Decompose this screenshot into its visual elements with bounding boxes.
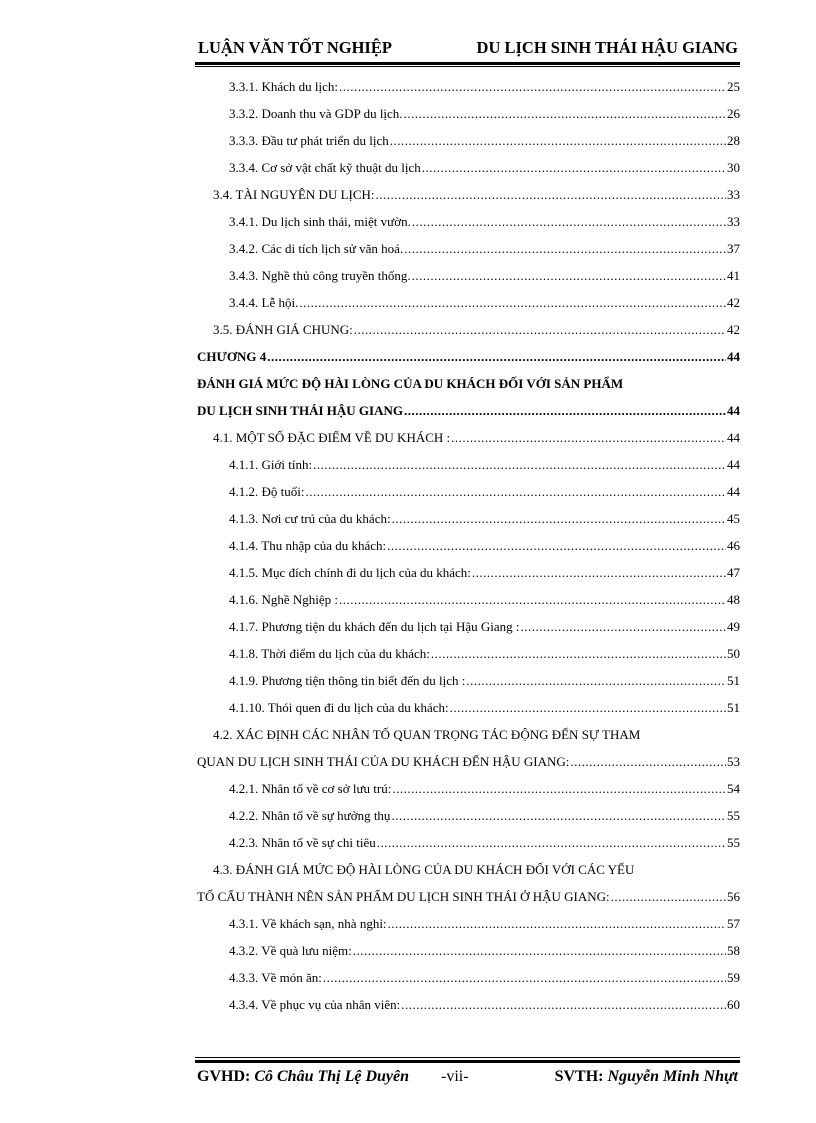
footer-supervisor-name: Cô Châu Thị Lệ Duyên bbox=[254, 1068, 410, 1085]
toc-entry-page: 37 bbox=[727, 241, 740, 256]
toc-leader bbox=[392, 778, 726, 800]
toc-entry-title: TỐ CẤU THÀNH NÊN SẢN PHẨM DU LỊCH SINH THÁI Ở HẬU GIANG: bbox=[197, 889, 610, 904]
toc-entry[interactable] bbox=[213, 184, 740, 206]
toc-entry-title: 4.1.6. Nghề Nghiệp : bbox=[229, 592, 339, 607]
toc-chapter-entry[interactable] bbox=[197, 346, 740, 368]
toc-leader bbox=[451, 427, 726, 449]
toc-entry-page: 28 bbox=[727, 133, 740, 148]
toc-entry-title: 3.3.3. Đầu tư phát triển du lịch bbox=[229, 133, 389, 148]
toc-entry[interactable] bbox=[213, 859, 740, 881]
toc-leader bbox=[388, 913, 726, 935]
toc-entry-page: 49 bbox=[727, 619, 740, 634]
footer-student-label: SVTH: bbox=[554, 1068, 604, 1085]
footer-student bbox=[555, 1068, 738, 1086]
toc-entry[interactable] bbox=[229, 778, 740, 800]
toc-entry-title: 4.2.2. Nhân tố về sự hưởng thụ bbox=[229, 808, 391, 823]
toc-entry-page: 51 bbox=[727, 700, 740, 715]
toc-entry-title: 3.3.2. Doanh thu và GDP du lịch. bbox=[229, 106, 403, 121]
toc-entry-title: 4.2.1. Nhân tố về cơ sở lưu trú: bbox=[229, 781, 392, 796]
page-header bbox=[195, 38, 740, 62]
toc-entry-title: 3.5. ĐÁNH GIÁ CHUNG: bbox=[213, 322, 353, 337]
toc-entry[interactable] bbox=[213, 319, 740, 341]
toc-entry-page: 48 bbox=[727, 592, 740, 607]
toc-entry-title: 3.3.4. Cơ sở vật chất kỹ thuật du lịch bbox=[229, 160, 421, 175]
toc-entry[interactable] bbox=[229, 940, 740, 962]
toc-leader bbox=[339, 76, 726, 98]
footer-rule bbox=[195, 1057, 740, 1065]
toc-entry-page: 60 bbox=[727, 997, 740, 1012]
toc-entry-title: ĐÁNH GIÁ MỨC ĐỘ HÀI LÒNG CỦA DU KHÁCH ĐỐI VỚI SẢN PHẨM bbox=[197, 376, 624, 391]
toc-entry[interactable] bbox=[229, 211, 740, 233]
toc-leader bbox=[404, 400, 726, 422]
toc-entry-title: CHƯƠNG 4 bbox=[197, 349, 267, 364]
toc-leader bbox=[450, 697, 726, 719]
toc-entry[interactable] bbox=[229, 643, 740, 665]
footer-supervisor bbox=[197, 1068, 409, 1086]
toc-entry[interactable] bbox=[229, 508, 740, 530]
toc-leader bbox=[466, 670, 726, 692]
toc-entry-page: 41 bbox=[727, 268, 740, 283]
toc-leader bbox=[520, 616, 726, 638]
toc-entry[interactable] bbox=[213, 724, 740, 746]
toc-entry-page: 51 bbox=[727, 673, 740, 688]
toc-entry-title: 4.1.2. Độ tuổi: bbox=[229, 484, 305, 499]
toc-leader bbox=[404, 103, 726, 125]
toc-entry[interactable] bbox=[229, 616, 740, 638]
toc-entry[interactable] bbox=[229, 913, 740, 935]
toc-entry-page: 53 bbox=[727, 754, 740, 769]
toc-leader bbox=[299, 292, 726, 314]
toc-entry-page: 50 bbox=[727, 646, 740, 661]
toc-leader bbox=[267, 346, 726, 368]
toc-entry-title: 4.1.9. Phương tiện thông tin biết đến du lịch : bbox=[229, 673, 466, 688]
toc-leader bbox=[570, 751, 726, 773]
toc-entry-title: 4.1.7. Phương tiện du khách đến du lịch tại Hậu Giang : bbox=[229, 619, 520, 634]
toc-entry-title: 4.3.4. Về phục vụ của nhân viên: bbox=[229, 997, 401, 1012]
toc-entry-page: 59 bbox=[727, 970, 740, 985]
toc-entry-title: 4.3.3. Về món ăn: bbox=[229, 970, 322, 985]
toc-leader bbox=[412, 265, 726, 287]
toc-entry[interactable] bbox=[229, 157, 740, 179]
toc-entry-title: 4.1.10. Thói quen đi du lịch của du khách: bbox=[229, 700, 449, 715]
header-rule-thin bbox=[195, 66, 740, 67]
toc-leader bbox=[354, 319, 726, 341]
toc-leader bbox=[391, 805, 726, 827]
footer-rule-thin bbox=[195, 1057, 740, 1058]
toc-entry-page: 25 bbox=[727, 79, 740, 94]
toc-entry-page: 26 bbox=[727, 106, 740, 121]
toc-entry[interactable] bbox=[229, 832, 740, 854]
toc-leader bbox=[472, 562, 726, 584]
toc-entry-page: 33 bbox=[727, 214, 740, 229]
toc-entry-title: QUAN DU LỊCH SINH THÁI CỦA DU KHÁCH ĐẾN HẬU GIANG: bbox=[197, 754, 570, 769]
toc-entry-title: 4.2. XÁC ĐỊNH CÁC NHÂN TỐ QUAN TRỌNG TÁC ĐỘNG ĐẾN SỰ THAM bbox=[213, 727, 641, 742]
footer-student-name: Nguyễn Minh Nhựt bbox=[607, 1068, 738, 1085]
toc-entry-title: DU LỊCH SINH THÁI HẬU GIANG bbox=[197, 403, 403, 418]
toc-entry[interactable] bbox=[229, 994, 740, 1016]
toc-entry-title: 4.1.5. Mục đích chính đi du lịch của du khách: bbox=[229, 565, 471, 580]
toc-leader bbox=[392, 508, 726, 530]
toc-entry-page: 44 bbox=[727, 430, 740, 445]
footer-supervisor-label: GVHD: bbox=[197, 1068, 251, 1085]
toc-entry[interactable] bbox=[229, 454, 740, 476]
toc-entry[interactable] bbox=[229, 670, 740, 692]
toc-entry-page: 44 bbox=[727, 457, 740, 472]
toc-entry-page: 44 bbox=[727, 403, 740, 418]
toc-entry-page: 33 bbox=[727, 187, 740, 202]
toc-entry-title: 3.4.1. Du lịch sinh thái, miệt vườn. bbox=[229, 214, 411, 229]
toc-entry[interactable] bbox=[229, 481, 740, 503]
toc-entry[interactable] bbox=[229, 535, 740, 557]
toc-entry-page: 47 bbox=[727, 565, 740, 580]
toc-leader bbox=[313, 454, 726, 476]
toc-entry-page: 57 bbox=[727, 916, 740, 931]
toc-chapter-title[interactable] bbox=[197, 400, 740, 422]
toc-entry-page: 58 bbox=[727, 943, 740, 958]
toc-entry-page: 56 bbox=[727, 889, 740, 904]
toc-entry-page: 44 bbox=[727, 349, 740, 364]
toc-entry[interactable] bbox=[229, 805, 740, 827]
toc-entry-title: 3.4.3. Nghề thủ công truyền thống. bbox=[229, 268, 411, 283]
toc-entry-page: 44 bbox=[727, 484, 740, 499]
toc-leader bbox=[323, 967, 726, 989]
toc-entry-title: 4.1.8. Thời điểm du lịch của du khách: bbox=[229, 646, 430, 661]
toc-entry-page: 42 bbox=[727, 322, 740, 337]
toc-entry-title: 4.1.4. Thu nhập của du khách: bbox=[229, 538, 387, 553]
toc-entry-title: 4.3.1. Về khách sạn, nhà nghỉ: bbox=[229, 916, 387, 931]
toc-entry-page: 45 bbox=[727, 511, 740, 526]
toc-entry[interactable] bbox=[229, 265, 740, 287]
header-rule bbox=[195, 62, 740, 68]
toc-entry[interactable] bbox=[229, 292, 740, 314]
toc-entry-title: 4.1.1. Giới tính: bbox=[229, 457, 313, 472]
toc-entry[interactable] bbox=[229, 238, 740, 260]
toc-entry-title: 4.1.3. Nơi cư trú của du khách: bbox=[229, 511, 391, 526]
toc-leader bbox=[611, 886, 726, 908]
toc-entry-title: 3.4. TÀI NGUYÊN DU LỊCH: bbox=[213, 187, 375, 202]
toc-entry-page: 54 bbox=[727, 781, 740, 796]
toc-entry[interactable] bbox=[229, 562, 740, 584]
toc-entry-title: 3.3.1. Khách du lịch: bbox=[229, 79, 339, 94]
toc-leader bbox=[305, 481, 726, 503]
toc-leader bbox=[422, 157, 726, 179]
footer-page-number: -vii- bbox=[441, 1068, 469, 1085]
toc-entry[interactable] bbox=[229, 967, 740, 989]
toc-entry-title: 4.3.2. Về quà lưu niệm: bbox=[229, 943, 352, 958]
header-rule-thick bbox=[195, 62, 740, 65]
toc-leader bbox=[387, 535, 726, 557]
toc-entry[interactable] bbox=[197, 751, 740, 773]
toc-entry-title: 4.3. ĐÁNH GIÁ MỨC ĐỘ HÀI LÒNG CỦA DU KHÁCH ĐỐI VỚI CÁC YẾU bbox=[213, 862, 635, 877]
toc-leader bbox=[376, 184, 726, 206]
toc-entry-title: 4.2.3. Nhân tố về sự chi tiêu bbox=[229, 835, 376, 850]
toc-leader bbox=[377, 832, 726, 854]
toc-entry-page: 55 bbox=[727, 808, 740, 823]
header-topic-title: DU LỊCH SINH THÁI HẬU GIANG bbox=[476, 38, 738, 57]
toc-entry-title: 3.4.2. Các di tích lịch sử văn hoá. bbox=[229, 241, 404, 256]
toc-entry[interactable] bbox=[229, 130, 740, 152]
toc-leader bbox=[401, 994, 726, 1016]
toc-leader bbox=[404, 238, 726, 260]
toc-entry-page: 55 bbox=[727, 835, 740, 850]
toc-leader bbox=[390, 130, 726, 152]
toc-entry-title: 3.4.4. Lễ hội. bbox=[229, 295, 299, 310]
toc-entry-page: 42 bbox=[727, 295, 740, 310]
toc-entry[interactable] bbox=[229, 103, 740, 125]
toc-leader bbox=[431, 643, 726, 665]
toc-entry[interactable] bbox=[213, 427, 740, 449]
toc-entry-title: 4.1. MỘT SỐ ĐẶC ĐIỂM VỀ DU KHÁCH : bbox=[213, 430, 451, 445]
toc-entry[interactable] bbox=[229, 589, 740, 611]
header-thesis-title: LUẬN VĂN TỐT NGHIỆP bbox=[198, 38, 392, 57]
toc-entry[interactable] bbox=[197, 886, 740, 908]
toc-chapter-title[interactable] bbox=[197, 373, 740, 395]
toc-leader bbox=[353, 940, 726, 962]
toc-leader bbox=[339, 589, 726, 611]
footer-rule-thick bbox=[195, 1060, 740, 1063]
toc-entry[interactable] bbox=[229, 76, 740, 98]
toc-leader bbox=[412, 211, 726, 233]
toc-entry[interactable] bbox=[229, 697, 740, 719]
toc-entry-page: 30 bbox=[727, 160, 740, 175]
toc-entry-page: 46 bbox=[727, 538, 740, 553]
page-footer bbox=[195, 1068, 740, 1092]
